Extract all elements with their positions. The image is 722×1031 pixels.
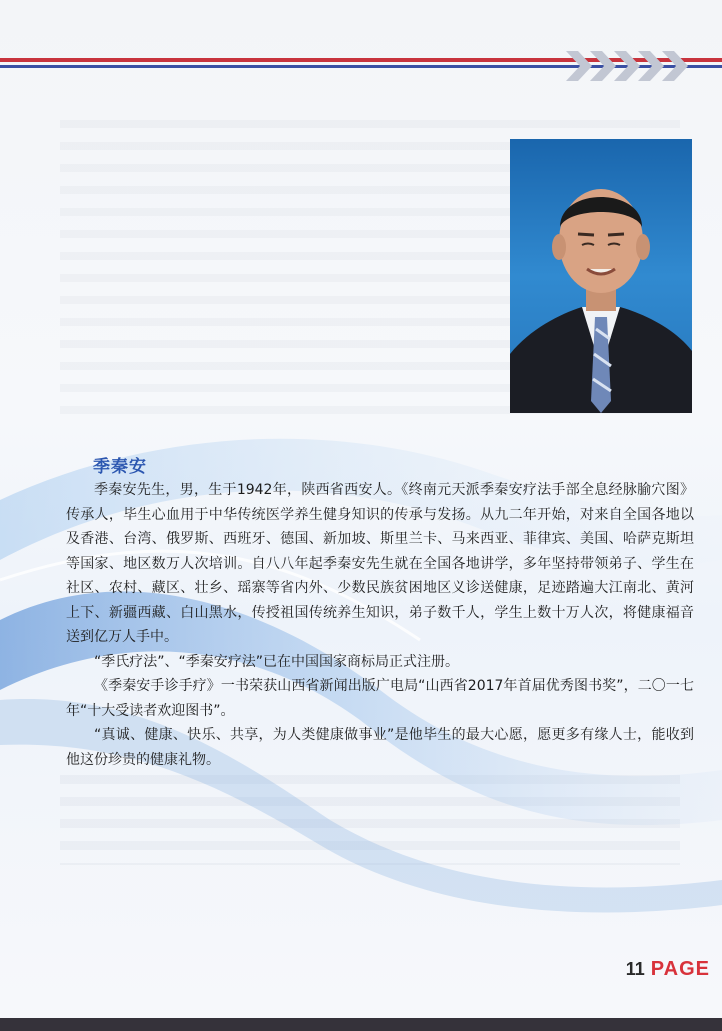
bio-paragraph-1: 季秦安先生，男，生于1942年，陕西省西安人。《终南元天派季秦安疗法手部全息经脉腧穴图》传承人，毕生心血用于中华传统医学养生健身知识的传承与发扬。从九二年开始，对来自全国各地以及香港、台湾、俄罗斯、西班牙、德国、新加坡、斯里兰卡、马来西亚、菲律宾、美国、哈萨克斯坦等国家、地区数万人次培训。自八八年起季秦安先生就在全国各地讲学，多年坚持带领弟子、学生在社区、农村、藏区、壮乡、瑶寨等省内外、少数民族贫困地区义诊送健康，足迹踏遍大江南北、黄河上下、新疆西藏、白山黑水，传授祖国传统养生知识，弟子数千人，学生上数十万人次，将健康福音送到亿万人手中。 [66,482,694,645]
bio-paragraph-3: 《季秦安手诊手疗》一书荣获山西省新闻出版广电局“山西省2017年首届优秀图书奖”，二〇一七年“十大受读者欢迎图书”。 [66,678,694,719]
portrait-photo [510,139,692,413]
bottom-edge [0,1018,722,1031]
page-number-value: 11 [625,959,645,979]
bio-paragraph-4: “真诚、健康、快乐、共享，为人类健康做事业”是他毕生的最大心愿，愿更多有缘人士，能收到他这份珍贵的健康礼物。 [66,727,694,768]
header-chevrons-icon [566,47,696,85]
biography-text [66,478,694,772]
page-word: PAGE [650,958,710,980]
bio-paragraph-2: “季氏疗法”、“季秦安疗法”已在中国国家商标局正式注册。 [94,653,460,670]
portrait-illustration [510,139,692,413]
person-name: 季秦安 [93,457,147,477]
page-number [626,958,710,981]
